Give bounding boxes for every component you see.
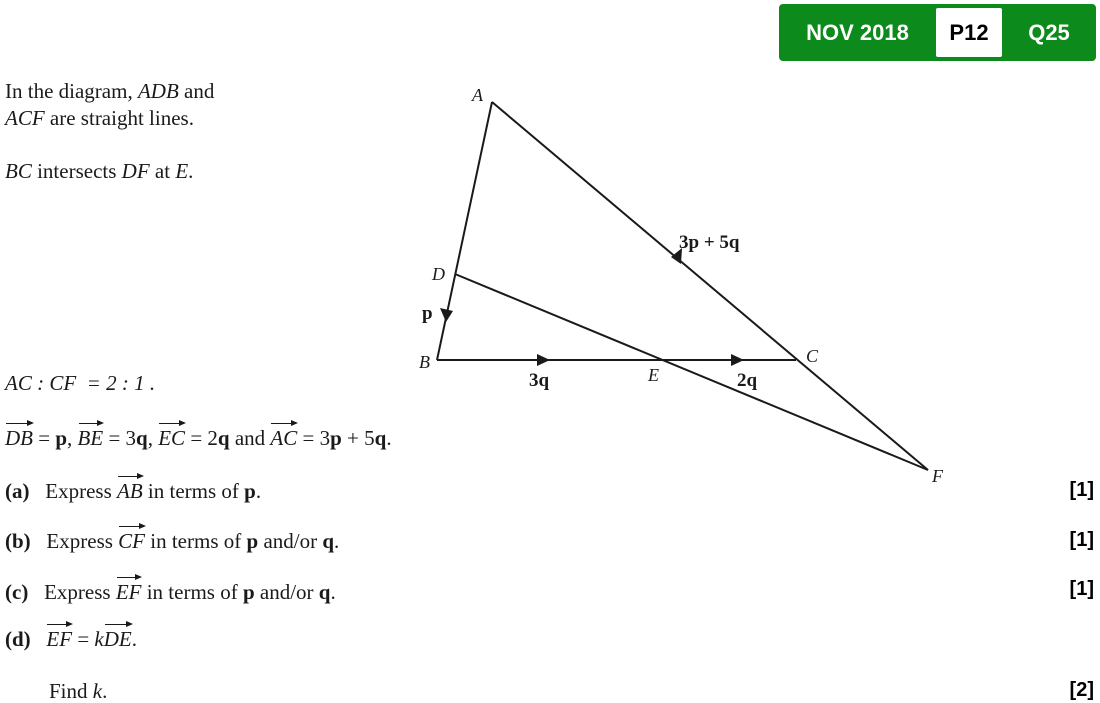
vector-ec: EC [158,426,186,450]
vector-cf: CF [118,529,146,553]
part-c-marks: [1] [1069,578,1094,600]
edge-label-ec: 2q [737,370,758,391]
edge-label-be: 3q [529,370,550,391]
intro-line-1: In the diagram, ADB and [5,79,215,103]
arrow-db [440,308,453,322]
point-label-b: B [419,352,430,372]
question-number-label: Q25 [1028,19,1070,45]
part-c: (c) Express EF in terms of p and/or q. [5,580,336,604]
point-label-f: F [932,466,943,486]
part-d: (d) EF = kDE. [5,627,137,651]
edge-label-ac: 3p + 5q [679,232,740,253]
part-a-label: (a) [5,479,30,503]
intro-line-3: BC intersects DF at E. [5,159,194,183]
vector-ef-d: EF [46,627,73,651]
arrow-ec [731,354,744,366]
part-b-label: (b) [5,529,31,553]
part-d-label: (d) [5,627,31,651]
arrow-be [537,354,550,366]
edge-label-db: p [422,303,433,324]
vector-ef: EF [115,580,142,604]
part-c-label: (c) [5,580,29,604]
exam-session-label: NOV 2018 [806,19,909,45]
intro-line-2: ACF are straight lines. [5,106,194,130]
part-a-marks: [1] [1069,479,1094,501]
ratio-statement: AC : CF = 2 : 1 . [5,371,156,395]
line-acf [492,102,928,470]
point-label-a: A [472,85,483,105]
part-b: (b) Express CF in terms of p and/or q. [5,529,340,553]
part-b-marks: [1] [1069,529,1094,551]
vector-ab: AB [117,479,143,503]
vector-de: DE [103,627,132,651]
vector-be: BE [77,426,104,450]
vector-ac: AC [270,426,298,450]
point-label-c: C [806,346,819,366]
part-d-instruction: Find k. [49,679,108,703]
paper-number-label: P12 [936,8,1002,57]
line-adb [437,102,492,360]
line-df [455,274,928,470]
part-d-marks: [2] [1069,679,1094,701]
vector-definitions: DB = p, BE = 3q, EC = 2q and AC = 3p + 5q. [5,426,392,450]
point-label-e: E [648,365,659,385]
vector-db: DB [5,426,33,450]
point-label-d: D [432,264,445,284]
part-a: (a) Express AB in terms of p. [5,479,262,503]
